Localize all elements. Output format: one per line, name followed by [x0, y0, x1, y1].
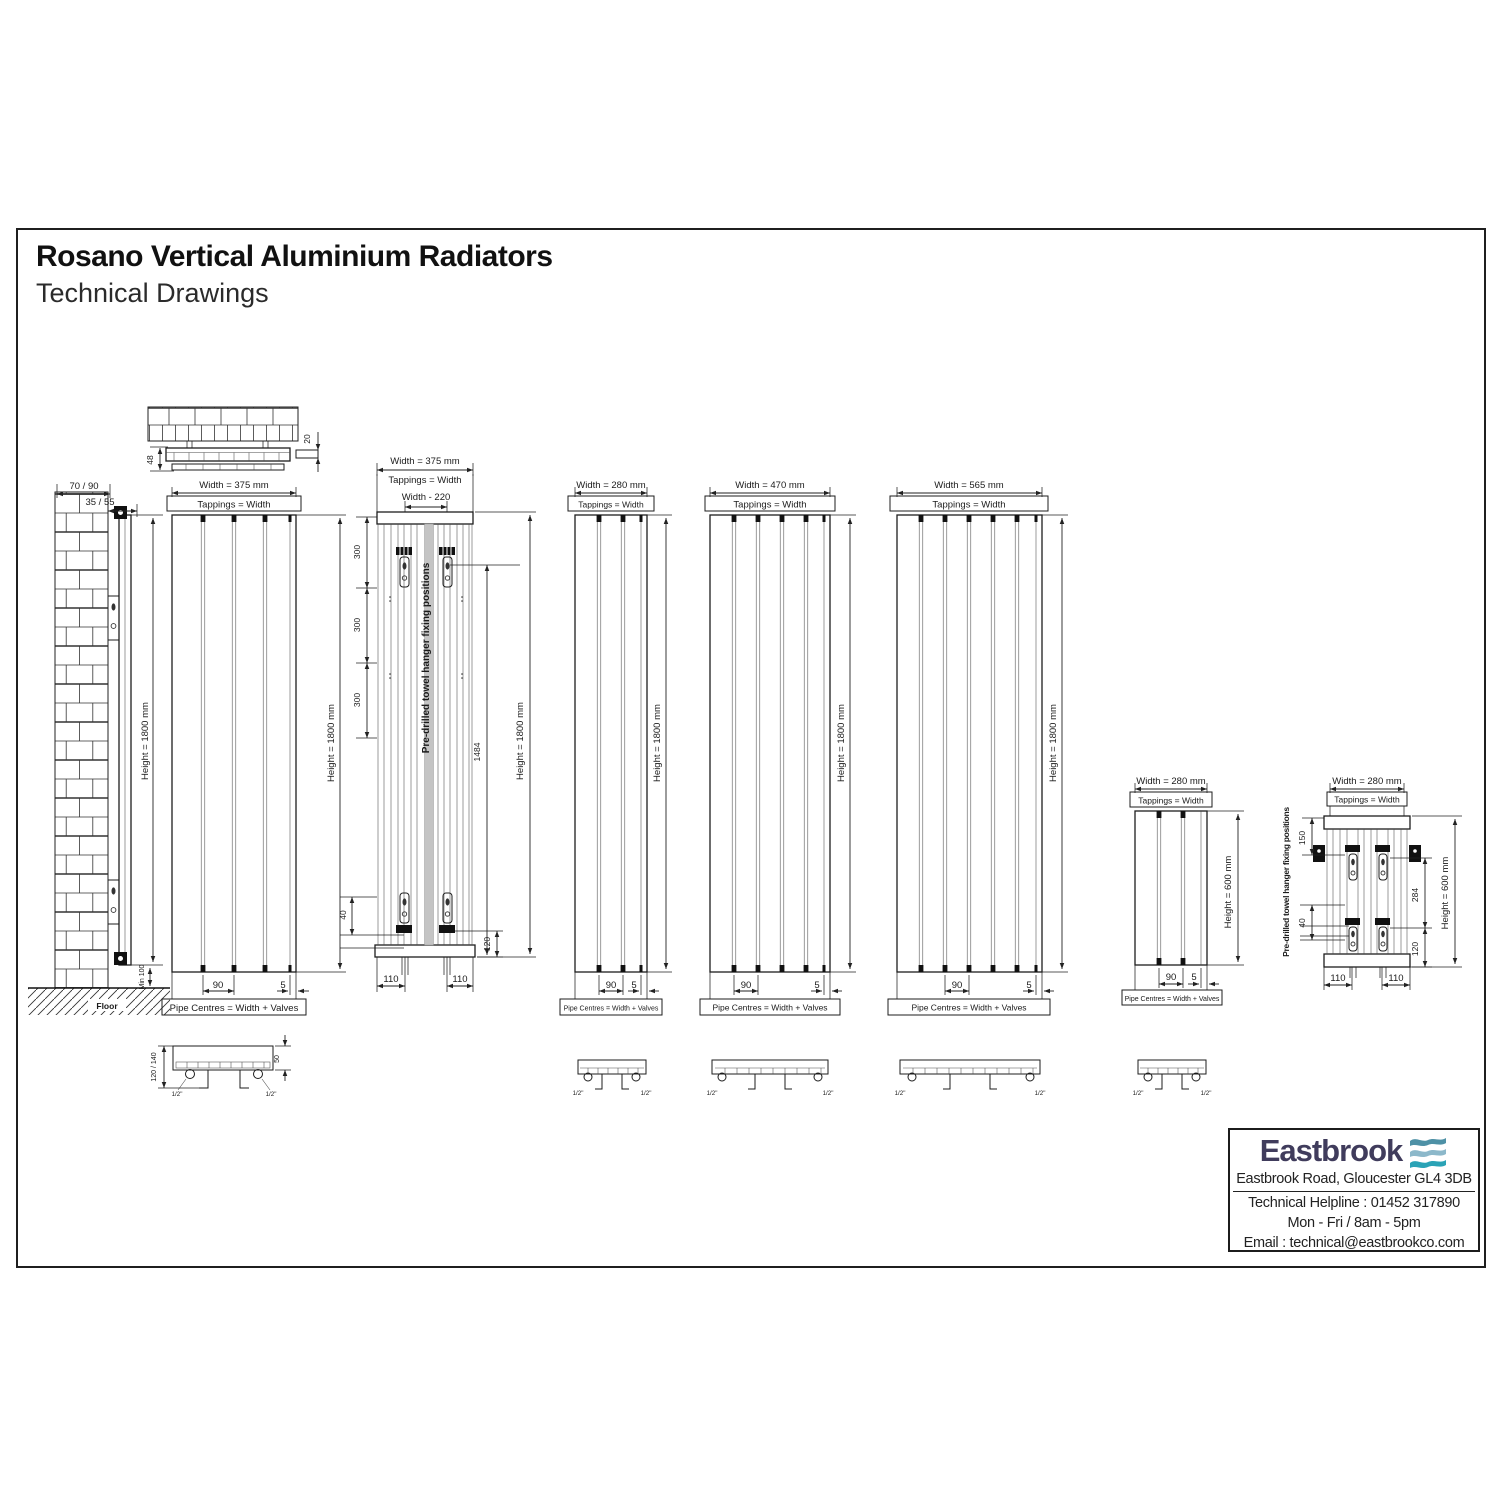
dim-300: 300	[352, 692, 362, 708]
dim-90: 90	[951, 980, 963, 991]
page-subtitle: Technical Drawings	[36, 278, 269, 308]
dim-120: 120	[482, 936, 492, 952]
brand-logo-text: Eastbrook	[1259, 1133, 1403, 1168]
dim-height: Height = 1800 mm	[652, 704, 663, 782]
dim-284: 284	[1410, 887, 1420, 903]
dim-height: Height = 600 mm	[1440, 856, 1451, 930]
tappings-label: Tappings = Width	[578, 499, 644, 510]
dim-half-inch: 1/2"	[894, 1090, 906, 1097]
wall-bracket-icon	[108, 880, 119, 924]
dim-50: 50	[274, 1055, 281, 1063]
drawing-side-view	[28, 481, 170, 1015]
dim-width: Width = 280 mm	[1136, 776, 1206, 787]
dim-half-inch: 1/2"	[822, 1090, 834, 1097]
dim-height: Height = 1800 mm	[836, 704, 847, 782]
dim-height: Height = 600 mm	[1223, 855, 1234, 929]
pipe-centres-label: Pipe Centres = Width + Valves	[911, 1002, 1027, 1013]
dim-5: 5	[631, 980, 637, 991]
dim-height: Height = 1800 mm	[140, 702, 151, 780]
hanger-note: Pre-drilled towel hanger fixing positions	[421, 562, 432, 754]
dim-width: Width = 280 mm	[1332, 776, 1402, 787]
hanger-bracket-icon	[439, 547, 455, 587]
dim-wall-depth: 70 / 90	[69, 481, 99, 492]
dim-min-floor: Min 100	[139, 964, 146, 990]
dim-rad-depth: 35 / 55	[85, 497, 115, 508]
page-title: Rosano Vertical Aluminium Radiators	[36, 240, 553, 273]
dim-width: Width = 280 mm	[576, 480, 646, 491]
dim-half-inch: 1/2"	[572, 1090, 584, 1097]
pipe-centres-label: Pipe Centres = Width + Valves	[1124, 996, 1220, 1003]
hanger-note: Pre-drilled towel hanger fixing positions	[1281, 807, 1291, 957]
top-fixing-icon	[114, 506, 127, 519]
dim-110: 110	[383, 974, 399, 985]
dim-90: 90	[605, 980, 617, 991]
tappings-label: Tappings = Width	[932, 499, 1006, 511]
dim-120-140: 120 / 140	[151, 1052, 158, 1082]
section-565	[895, 1060, 1046, 1097]
dim-width: Width = 375 mm	[199, 480, 269, 491]
brand-hours: Mon - Fri / 8am - 5pm	[1287, 1215, 1421, 1231]
drawing-front-280	[560, 480, 672, 1015]
wall-bracket-icon	[108, 596, 119, 640]
drawing-plan-view	[145, 407, 318, 472]
dim-5: 5	[1026, 980, 1032, 991]
drawing-front-375	[162, 480, 346, 1015]
dim-width: Width = 565 mm	[934, 480, 1004, 491]
bottom-fixing-icon	[114, 952, 127, 965]
drawing-front-280-short	[1122, 776, 1244, 1005]
dim-5: 5	[1191, 972, 1197, 983]
tappings-label: Tappings = Width	[388, 475, 462, 486]
drawing-hanger-280-short	[1281, 776, 1462, 990]
hanger-bracket-icon	[439, 893, 455, 933]
dim-height: Height = 1800 mm	[326, 704, 337, 782]
dim-300: 300	[352, 544, 362, 560]
dim-half-inch: 1/2"	[1034, 1090, 1046, 1097]
dim-5: 5	[280, 980, 286, 991]
tappings-label: Tappings = Width	[733, 499, 807, 511]
section-280-short	[1133, 1060, 1212, 1097]
dim-120: 120	[1410, 941, 1420, 957]
brand-box	[1228, 1128, 1480, 1252]
brand-waves-icon	[1408, 1134, 1448, 1168]
dim-height: Height = 1800 mm	[1048, 704, 1059, 782]
dim-5: 5	[814, 980, 820, 991]
dim-1484: 1484	[472, 742, 482, 762]
drawing-front-470	[700, 480, 856, 1015]
dim-half-inch: 1/2"	[171, 1091, 183, 1098]
wave-bar-2	[1410, 1149, 1446, 1157]
dim-90: 90	[740, 980, 752, 991]
dim-half-inch: 1/2"	[706, 1090, 718, 1097]
dim-150: 150	[1297, 830, 1307, 846]
wave-bar-3	[1410, 1160, 1446, 1168]
dim-40: 40	[1297, 918, 1307, 928]
dim-half-inch: 1/2"	[1200, 1090, 1212, 1097]
brand-address: Eastbrook Road, Gloucester GL4 3DB	[1236, 1171, 1472, 1187]
dim-110: 110	[1330, 973, 1346, 984]
dim-90: 90	[212, 980, 224, 991]
tappings-label: Tappings = Width	[197, 499, 271, 511]
dim-half-inch: 1/2"	[640, 1090, 652, 1097]
dim-110: 110	[1388, 973, 1404, 984]
dim-width: Width = 470 mm	[735, 480, 805, 491]
section-375	[151, 1035, 291, 1098]
drawing-hanger-375	[338, 456, 536, 992]
dim-height: Height = 1800 mm	[515, 702, 526, 780]
pipe-centres-label: Pipe Centres = Width + Valves	[712, 1002, 828, 1013]
dim-width-minus-220: Width - 220	[401, 492, 451, 503]
wall-wing-icon	[1409, 845, 1421, 862]
brand-helpline: Technical Helpline : 01452 317890	[1248, 1195, 1460, 1211]
section-470	[707, 1060, 834, 1097]
dim-48: 48	[145, 455, 155, 465]
drawing-front-565	[888, 480, 1068, 1015]
wall-wing-icon	[1313, 845, 1325, 862]
section-280	[573, 1060, 652, 1097]
dim-300: 300	[352, 617, 362, 633]
dim-half-inch: 1/2"	[265, 1091, 277, 1098]
floor-label: Floor	[96, 1001, 118, 1011]
tappings-label: Tappings = Width	[1138, 795, 1204, 806]
pipe-centres-label: Pipe Centres = Width + Valves	[169, 1003, 299, 1014]
wave-bar-1	[1410, 1138, 1446, 1146]
dim-90: 90	[1165, 972, 1177, 983]
brand-divider	[1233, 1191, 1475, 1192]
dim-half-inch: 1/2"	[1132, 1090, 1144, 1097]
dim-110: 110	[452, 974, 468, 985]
pipe-centres-label: Pipe Centres = Width + Valves	[563, 1005, 659, 1013]
dim-width: Width = 375 mm	[390, 456, 460, 467]
brand-email: Email : technical@eastbrookco.com	[1243, 1235, 1465, 1251]
dim-40: 40	[338, 910, 348, 920]
dim-20: 20	[302, 434, 312, 444]
tappings-label: Tappings = Width	[1334, 794, 1400, 805]
